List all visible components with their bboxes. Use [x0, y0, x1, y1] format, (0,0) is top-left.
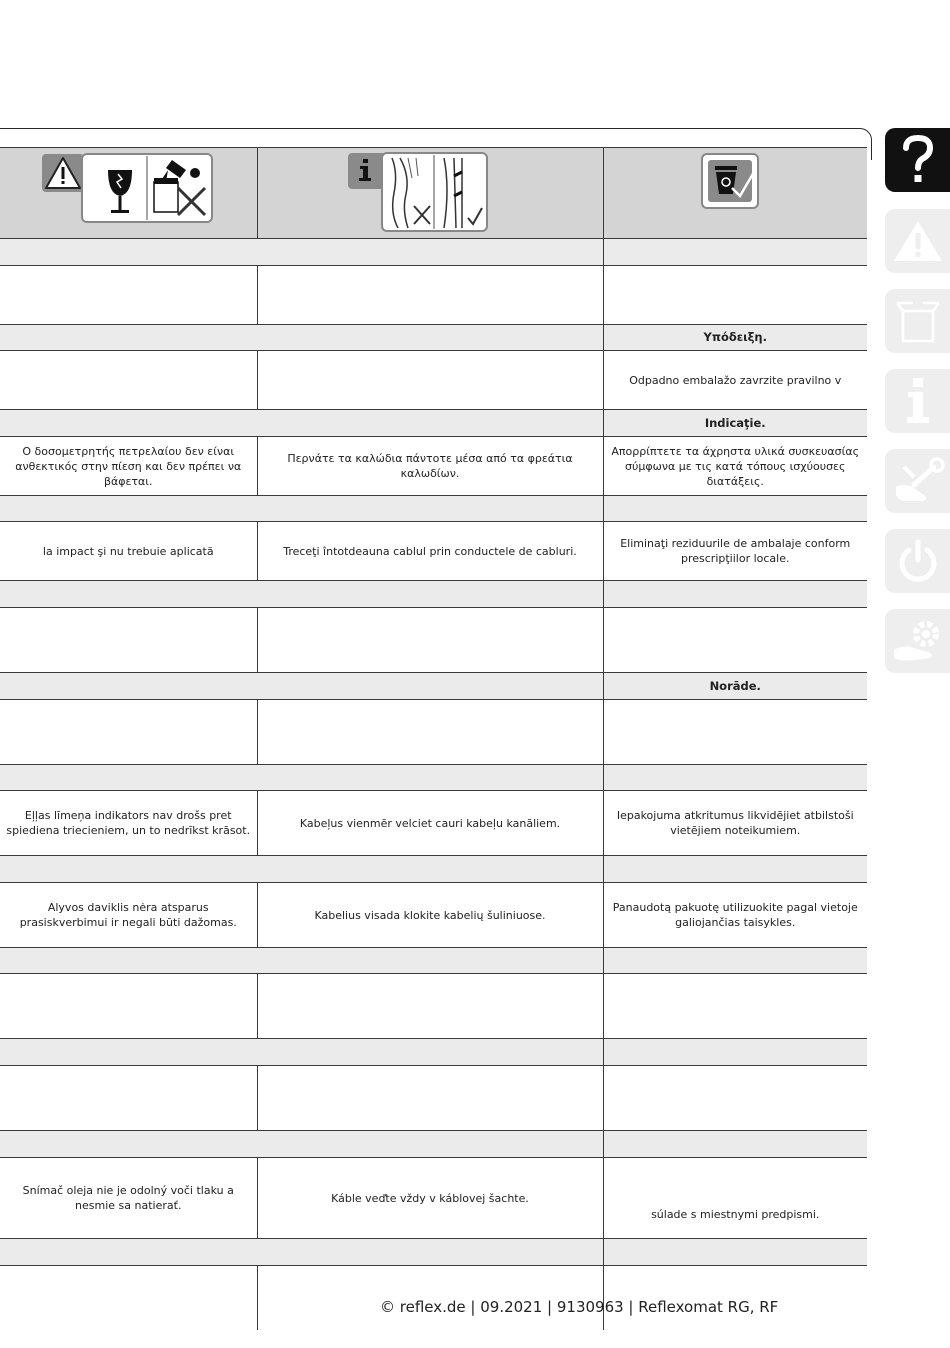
band-cell-left	[0, 948, 603, 974]
table-row	[0, 974, 867, 1039]
band-label	[603, 239, 867, 266]
band-label	[603, 856, 867, 883]
header-cell-disposal	[603, 148, 867, 239]
band-label	[603, 1239, 867, 1266]
band-label: Υπόδειξη.	[603, 325, 867, 351]
service-hand-icon	[890, 616, 946, 666]
band-label	[603, 581, 867, 608]
tab-warning[interactable]	[885, 209, 950, 273]
cell-left	[0, 1066, 257, 1131]
band-row	[0, 765, 867, 791]
band-row	[0, 581, 867, 608]
cell-right	[603, 266, 867, 325]
cell-left: Eļļas līmeņa indikators nav drošs pret spiediena triecieniem, un to nedrīkst krāsot.	[0, 791, 257, 856]
band-label: Indicaţie.	[603, 410, 867, 437]
band-cell-left	[0, 496, 603, 522]
band-row	[0, 1039, 867, 1066]
box-icon	[893, 297, 943, 345]
instruction-table	[0, 147, 867, 1330]
cell-mid: Kabelius visada klokite kabelių šuliniuose.	[257, 883, 603, 948]
band-label	[603, 765, 867, 791]
band-row	[0, 325, 867, 351]
band-label	[603, 496, 867, 522]
cell-left	[0, 974, 257, 1039]
cell-right	[603, 1066, 867, 1131]
band-row	[0, 239, 867, 266]
cell-mid	[257, 700, 603, 765]
cell-right: Odpadno embalažo zavrzite pravilno v	[603, 351, 867, 410]
cell-right	[603, 700, 867, 765]
band-cell-left	[0, 1131, 603, 1158]
table-row	[0, 522, 867, 581]
power-icon	[895, 538, 941, 584]
info-cable-routing-icon	[258, 148, 604, 238]
table-row	[0, 608, 867, 673]
cell-mid: Περνάτε τα καλώδια πάντοτε μέσα από τα φρεάτια καλωδίων.	[257, 437, 603, 496]
cell-left	[0, 1266, 257, 1331]
band-row	[0, 1239, 867, 1266]
icon-header-row	[0, 148, 867, 239]
band-row	[0, 948, 867, 974]
band-cell-left	[0, 581, 603, 608]
cell-left	[0, 608, 257, 673]
cell-right	[603, 974, 867, 1039]
cell-left: la impact şi nu trebuie aplicată	[0, 522, 257, 581]
tab-info[interactable]	[885, 369, 950, 433]
cell-mid	[257, 1066, 603, 1131]
cell-right	[603, 608, 867, 673]
cell-mid	[257, 974, 603, 1039]
band-row	[0, 410, 867, 437]
cell-left	[0, 266, 257, 325]
table-row	[0, 266, 867, 325]
cell-right: Απορρίπτετε τα άχρηστα υλικά συσκευασίας σύμφωνα με τις κατά τόπους ισχύουσες διατάξεις.	[603, 437, 867, 496]
cell-mid	[257, 608, 603, 673]
tab-box[interactable]	[885, 289, 950, 353]
table-row	[0, 1066, 867, 1131]
question-icon	[898, 134, 938, 186]
band-cell-left	[0, 673, 603, 700]
cell-mid	[257, 351, 603, 410]
band-row	[0, 673, 867, 700]
cell-left	[0, 700, 257, 765]
cell-mid: Treceţi întotdeauna cablul prin conductele de cabluri.	[257, 522, 603, 581]
band-label: Norāde.	[603, 673, 867, 700]
recycle-bin-icon	[604, 148, 868, 238]
page-footer: © reflex.de | 09.2021 | 9130963 | Reflexomat RG, RF	[380, 1298, 779, 1316]
band-row	[0, 1131, 867, 1158]
tab-power[interactable]	[885, 529, 950, 593]
cell-left: Ο δοσομετρητής πετρελαίου δεν είναι ανθεκτικός στην πίεση και δεν πρέπει να βάφεται.	[0, 437, 257, 496]
header-cell-warning	[0, 148, 257, 239]
band-row	[0, 856, 867, 883]
table-row	[0, 437, 867, 496]
cell-right: Eliminaţi reziduurile de ambalaje conform prescripţiilor locale.	[603, 522, 867, 581]
warning-icon	[892, 218, 944, 264]
cell-left	[0, 351, 257, 410]
warning-fragile-no-paint-icon	[0, 148, 257, 238]
band-cell-left	[0, 325, 603, 351]
cell-mid: Káble veďte vždy v káblovej šachte.	[257, 1158, 603, 1239]
cell-right: súlade s miestnymi predpismi.	[603, 1158, 867, 1239]
cell-right: Iepakojuma atkritumus likvidējiet atbilstoši vietējiem noteikumiem.	[603, 791, 867, 856]
tab-service[interactable]	[885, 609, 950, 673]
table-row	[0, 351, 867, 410]
cell-right: Panaudotą pakuotę utilizuokite pagal vietoje galiojančias taisykles.	[603, 883, 867, 948]
table-row	[0, 883, 867, 948]
band-label	[603, 1039, 867, 1066]
cell-mid	[257, 266, 603, 325]
cell-left: Snímač oleja nie je odolný voči tlaku a nesmie sa natierať.	[0, 1158, 257, 1239]
band-cell-left	[0, 239, 603, 266]
cell-left: Alyvos daviklis nėra atsparus prasiskverbimui ir negali būti dažomas.	[0, 883, 257, 948]
band-cell-left	[0, 410, 603, 437]
table-row	[0, 700, 867, 765]
table-row	[0, 1158, 867, 1239]
table-row	[0, 791, 867, 856]
cell-mid: Kabeļus vienmēr velciet cauri kabeļu kanāliem.	[257, 791, 603, 856]
info-icon	[903, 376, 933, 426]
tools-icon	[890, 457, 946, 505]
band-cell-left	[0, 1239, 603, 1266]
header-cell-info	[257, 148, 603, 239]
band-cell-left	[0, 1039, 603, 1066]
band-cell-left	[0, 856, 603, 883]
band-cell-left	[0, 765, 603, 791]
tab-question[interactable]	[885, 128, 950, 192]
band-row	[0, 496, 867, 522]
band-label	[603, 1131, 867, 1158]
band-label	[603, 948, 867, 974]
tab-tools[interactable]	[885, 449, 950, 513]
